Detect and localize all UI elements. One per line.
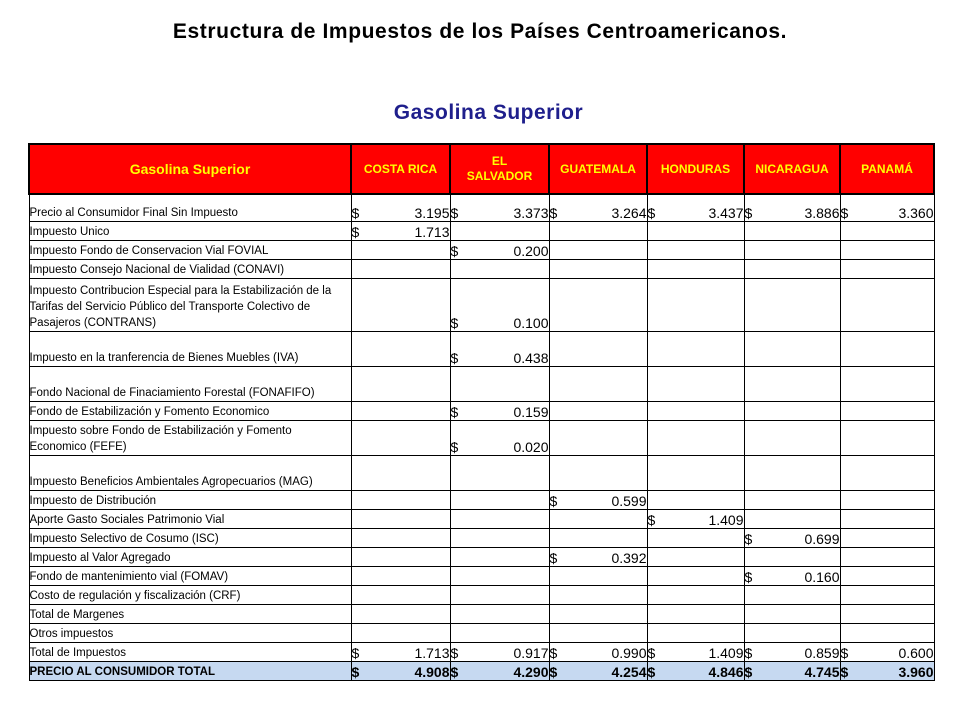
amount: 3.373 — [513, 204, 549, 221]
currency-symbol: $ — [450, 349, 459, 366]
amount: 3.195 — [414, 204, 450, 221]
value-cell — [351, 528, 450, 547]
row-label: Aporte Gasto Sociales Patrimonio Vial — [29, 509, 351, 528]
value-cell — [351, 547, 450, 566]
row-label: Impuesto de Distribución — [29, 490, 351, 509]
amount: 4.846 — [708, 663, 744, 680]
currency-symbol: $ — [647, 204, 656, 221]
table-row — [29, 509, 934, 528]
row-label: Impuesto Selectivo de Cosumo (ISC) — [29, 528, 351, 547]
value-cell — [744, 401, 840, 420]
page-title: Estructura de Impuestos de los Países Centroamericanos. — [172, 20, 788, 43]
value-cell — [450, 661, 549, 680]
value-cell — [549, 259, 647, 278]
currency-symbol: $ — [647, 663, 656, 680]
value-cell — [450, 604, 549, 623]
value-cell — [549, 585, 647, 604]
value-cell — [647, 259, 744, 278]
row-label: Impuesto en la tranferencia de Bienes Muebles (IVA) — [29, 331, 351, 366]
header-country: HONDURAS — [647, 144, 744, 194]
value-cell — [351, 401, 450, 420]
header-country: PANAMÁ — [840, 144, 934, 194]
currency-symbol: $ — [450, 644, 459, 661]
amount: 0.160 — [804, 568, 840, 585]
table-row — [29, 259, 934, 278]
value-cell — [840, 259, 934, 278]
value-cell — [351, 259, 450, 278]
tax-structure-table — [28, 143, 935, 681]
value-cell — [450, 194, 549, 221]
currency-symbol: $ — [549, 549, 558, 566]
amount: 0.859 — [804, 644, 840, 661]
value-cell — [450, 528, 549, 547]
value-cell — [647, 490, 744, 509]
currency-symbol: $ — [450, 204, 459, 221]
value-cell — [647, 278, 744, 331]
value-cell — [450, 566, 549, 585]
currency-symbol: $ — [744, 530, 753, 547]
value-cell — [840, 623, 934, 642]
value-cell — [351, 623, 450, 642]
value-cell — [549, 194, 647, 221]
value-cell — [549, 623, 647, 642]
amount: 4.745 — [804, 663, 840, 680]
value-cell — [351, 661, 450, 680]
value-cell — [647, 623, 744, 642]
value-cell — [647, 401, 744, 420]
header-country: GUATEMALA — [549, 144, 647, 194]
value-cell — [351, 194, 450, 221]
row-label: Costo de regulación y fiscalización (CRF) — [29, 585, 351, 604]
amount: 0.600 — [898, 644, 934, 661]
value-cell — [351, 642, 450, 661]
row-label: Precio al Consumidor Final Sin Impuesto — [29, 194, 351, 221]
value-cell — [647, 547, 744, 566]
currency-symbol: $ — [450, 403, 459, 420]
value-cell — [549, 604, 647, 623]
table-title: Gasolina Superior — [393, 101, 584, 124]
value-cell — [840, 661, 934, 680]
value-cell — [744, 455, 840, 490]
value-cell — [840, 194, 934, 221]
currency-symbol: $ — [549, 663, 558, 680]
value-cell — [744, 661, 840, 680]
row-label: Impuesto Consejo Nacional de Vialidad (CONAVI) — [29, 259, 351, 278]
value-cell — [647, 366, 744, 401]
currency-symbol: $ — [351, 204, 360, 221]
value-cell — [744, 566, 840, 585]
value-cell — [744, 604, 840, 623]
value-cell — [351, 585, 450, 604]
value-cell — [744, 420, 840, 455]
table-row — [29, 194, 934, 221]
value-cell — [840, 547, 934, 566]
value-cell — [549, 490, 647, 509]
currency-symbol: $ — [351, 663, 360, 680]
currency-symbol: $ — [549, 204, 558, 221]
value-cell — [840, 528, 934, 547]
table-row — [29, 331, 934, 366]
value-cell — [840, 566, 934, 585]
currency-symbol: $ — [351, 223, 360, 240]
amount: 0.438 — [513, 349, 549, 366]
value-cell — [744, 490, 840, 509]
value-cell — [840, 490, 934, 509]
value-cell — [647, 420, 744, 455]
amount: 3.360 — [898, 204, 934, 221]
value-cell — [450, 240, 549, 259]
header-row — [29, 144, 934, 194]
value-cell — [351, 490, 450, 509]
row-label: Impuesto Fondo de Conservacion Vial FOVIAL — [29, 240, 351, 259]
value-cell — [840, 455, 934, 490]
value-cell — [744, 547, 840, 566]
value-cell — [840, 331, 934, 366]
currency-symbol: $ — [647, 644, 656, 661]
total-price-row — [29, 661, 934, 680]
value-cell — [840, 240, 934, 259]
table-row — [29, 585, 934, 604]
amount: 0.990 — [611, 644, 647, 661]
row-label: PRECIO AL CONSUMIDOR TOTAL — [29, 661, 351, 680]
value-cell — [744, 194, 840, 221]
table-row — [29, 642, 934, 661]
value-cell — [744, 366, 840, 401]
value-cell — [450, 366, 549, 401]
row-label: Fondo de Estabilización y Fomento Economico — [29, 401, 351, 420]
value-cell — [549, 661, 647, 680]
table-row — [29, 455, 934, 490]
value-cell — [549, 566, 647, 585]
value-cell — [450, 420, 549, 455]
row-label: Fondo Nacional de Finaciamiento Forestal (FONAFIFO) — [29, 366, 351, 401]
value-cell — [549, 509, 647, 528]
value-cell — [450, 585, 549, 604]
header-country: COSTA RICA — [351, 144, 450, 194]
value-cell — [351, 366, 450, 401]
header-country: EL SALVADOR — [450, 144, 549, 194]
currency-symbol: $ — [744, 644, 753, 661]
value-cell — [450, 278, 549, 331]
currency-symbol: $ — [549, 644, 558, 661]
value-cell — [450, 221, 549, 240]
table-row — [29, 221, 934, 240]
value-cell — [549, 642, 647, 661]
value-cell — [840, 401, 934, 420]
value-cell — [549, 547, 647, 566]
value-cell — [744, 528, 840, 547]
value-cell — [744, 585, 840, 604]
table-row — [29, 490, 934, 509]
amount: 3.264 — [611, 204, 647, 221]
value-cell — [351, 604, 450, 623]
amount: 4.908 — [414, 663, 450, 680]
table-row — [29, 566, 934, 585]
currency-symbol: $ — [840, 204, 849, 221]
table-row — [29, 528, 934, 547]
value-cell — [351, 455, 450, 490]
amount: 1.409 — [708, 644, 744, 661]
value-cell — [744, 331, 840, 366]
value-cell — [351, 509, 450, 528]
row-label: Total de Margenes — [29, 604, 351, 623]
value-cell — [647, 661, 744, 680]
table-row — [29, 623, 934, 642]
currency-symbol: $ — [744, 204, 753, 221]
value-cell — [351, 331, 450, 366]
table-row — [29, 240, 934, 259]
value-cell — [840, 366, 934, 401]
row-label: Impuesto Contribucion Especial para la Estabilización de la Tarifas del Servicio Público del Transporte Colectivo de Pasajeros (CONTRANS) — [29, 278, 351, 331]
currency-symbol: $ — [450, 438, 459, 455]
amount: 3.960 — [898, 663, 934, 680]
value-cell — [450, 509, 549, 528]
value-cell — [450, 490, 549, 509]
row-label: Impuesto Beneficios Ambientales Agropecuarios (MAG) — [29, 455, 351, 490]
value-cell — [647, 194, 744, 221]
row-label: Impuesto Unico — [29, 221, 351, 240]
value-cell — [549, 278, 647, 331]
value-cell — [840, 585, 934, 604]
value-cell — [647, 331, 744, 366]
value-cell — [351, 278, 450, 331]
value-cell — [351, 221, 450, 240]
amount: 0.020 — [513, 438, 549, 455]
currency-symbol: $ — [450, 242, 459, 259]
table-row — [29, 278, 934, 331]
row-label: Total de Impuestos — [29, 642, 351, 661]
amount: 0.699 — [804, 530, 840, 547]
value-cell — [647, 240, 744, 259]
row-label: Impuesto sobre Fondo de Estabilización y Fomento Economico (FEFE) — [29, 420, 351, 455]
currency-symbol: $ — [840, 644, 849, 661]
value-cell — [744, 623, 840, 642]
value-cell — [450, 623, 549, 642]
currency-symbol: $ — [840, 663, 849, 680]
currency-symbol: $ — [549, 492, 558, 509]
table-row — [29, 604, 934, 623]
table-row — [29, 366, 934, 401]
amount: 1.409 — [708, 511, 744, 528]
amount: 3.886 — [804, 204, 840, 221]
value-cell — [351, 240, 450, 259]
value-cell — [647, 585, 744, 604]
table-row — [29, 547, 934, 566]
value-cell — [549, 366, 647, 401]
value-cell — [549, 401, 647, 420]
value-cell — [549, 528, 647, 547]
value-cell — [744, 240, 840, 259]
row-label: Fondo de mantenimiento vial (FOMAV) — [29, 566, 351, 585]
value-cell — [647, 528, 744, 547]
value-cell — [647, 566, 744, 585]
amount: 0.392 — [611, 549, 647, 566]
value-cell — [744, 642, 840, 661]
amount: 1.713 — [414, 644, 450, 661]
value-cell — [450, 401, 549, 420]
value-cell — [549, 420, 647, 455]
value-cell — [744, 259, 840, 278]
value-cell — [450, 455, 549, 490]
value-cell — [744, 221, 840, 240]
value-cell — [549, 221, 647, 240]
amount: 0.599 — [611, 492, 647, 509]
amount: 4.254 — [611, 663, 647, 680]
value-cell — [549, 455, 647, 490]
currency-symbol: $ — [744, 663, 753, 680]
value-cell — [840, 509, 934, 528]
header-country: NICARAGUA — [744, 144, 840, 194]
value-cell — [647, 642, 744, 661]
value-cell — [647, 604, 744, 623]
amount: 3.437 — [708, 204, 744, 221]
amount: 0.100 — [513, 314, 549, 331]
value-cell — [647, 509, 744, 528]
value-cell — [744, 509, 840, 528]
row-label: Otros impuestos — [29, 623, 351, 642]
value-cell — [647, 221, 744, 240]
value-cell — [549, 240, 647, 259]
value-cell — [840, 420, 934, 455]
row-label: Impuesto al Valor Agregado — [29, 547, 351, 566]
table-row — [29, 401, 934, 420]
value-cell — [840, 642, 934, 661]
table-row — [29, 420, 934, 455]
currency-symbol: $ — [450, 314, 459, 331]
currency-symbol: $ — [450, 663, 459, 680]
header-product: Gasolina Superior — [29, 144, 351, 194]
value-cell — [351, 566, 450, 585]
currency-symbol: $ — [647, 511, 656, 528]
value-cell — [840, 604, 934, 623]
value-cell — [450, 259, 549, 278]
amount: 0.917 — [513, 644, 549, 661]
amount: 0.159 — [513, 403, 549, 420]
amount: 4.290 — [513, 663, 549, 680]
value-cell — [351, 420, 450, 455]
value-cell — [840, 221, 934, 240]
value-cell — [840, 278, 934, 331]
value-cell — [744, 278, 840, 331]
value-cell — [450, 331, 549, 366]
amount: 1.713 — [414, 223, 450, 240]
currency-symbol: $ — [744, 568, 753, 585]
value-cell — [450, 547, 549, 566]
value-cell — [647, 455, 744, 490]
value-cell — [450, 642, 549, 661]
value-cell — [549, 331, 647, 366]
amount: 0.200 — [513, 242, 549, 259]
currency-symbol: $ — [351, 644, 360, 661]
